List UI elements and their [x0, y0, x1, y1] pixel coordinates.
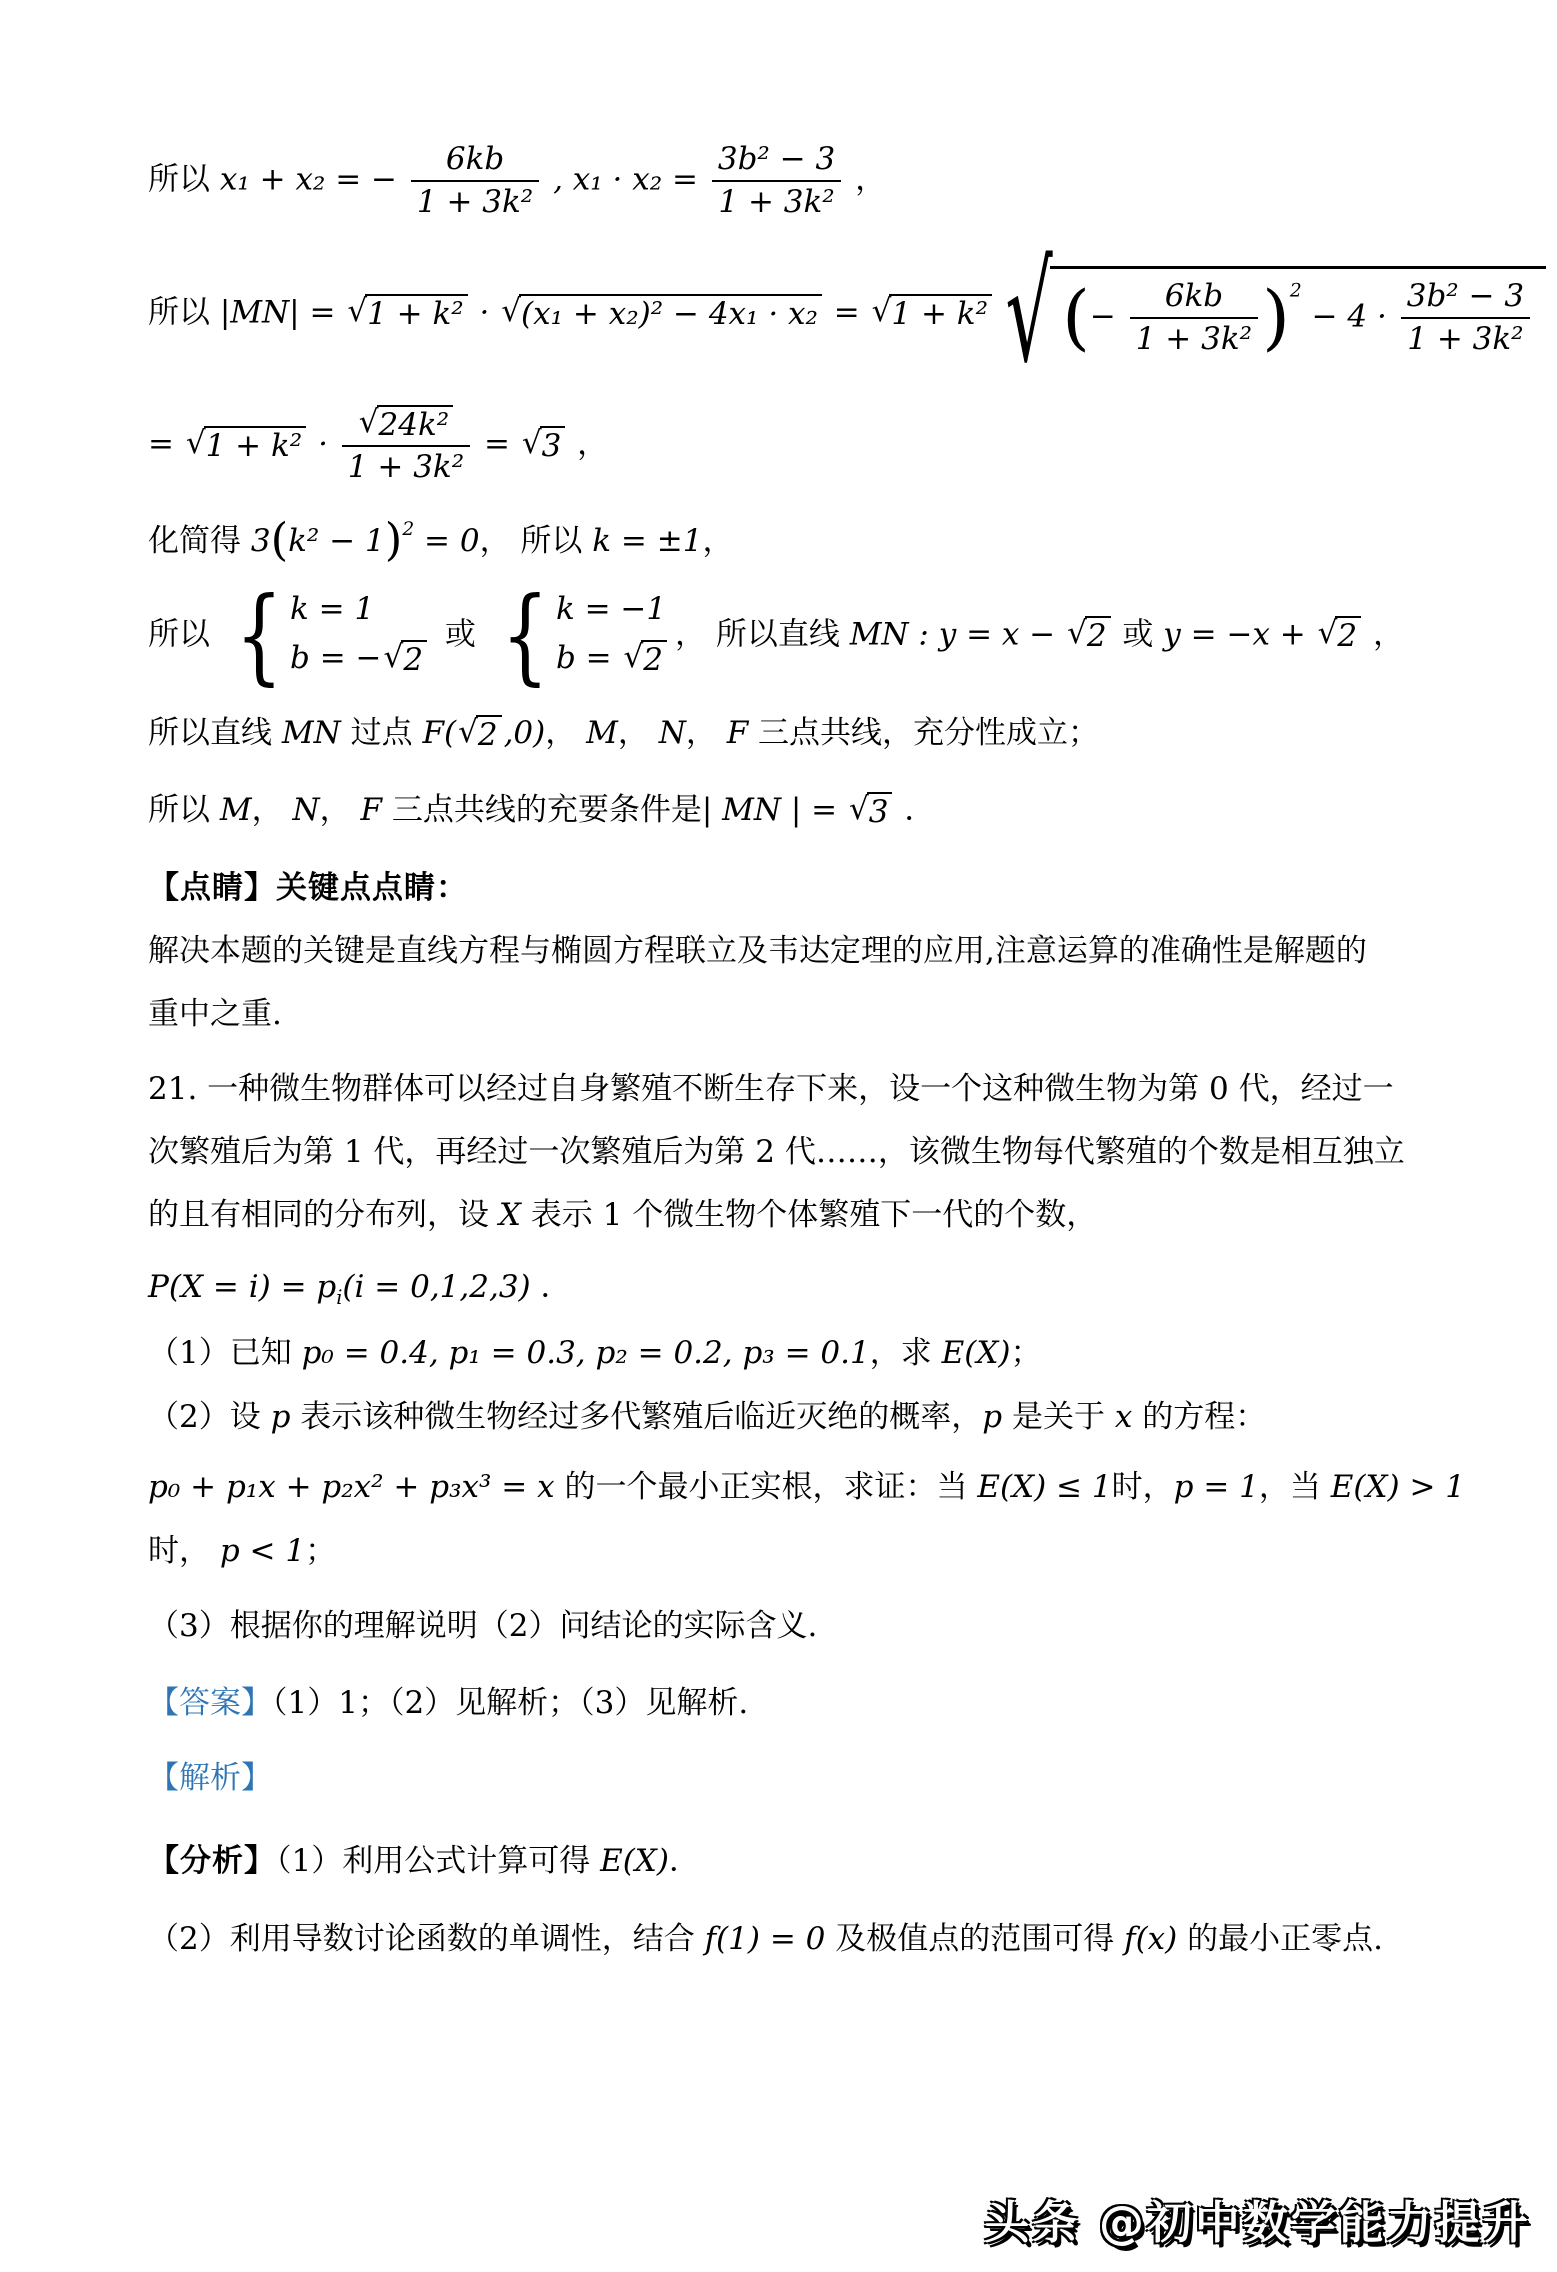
fraction-denominator: 1 + 3k² [1407, 321, 1524, 358]
math-run: k = ±1 [592, 522, 703, 559]
math-run: MN [281, 715, 341, 752]
fraction-denominator: 1 + 3k² [718, 183, 835, 220]
radicand: 2 [1335, 616, 1361, 655]
radicand: 2 [1085, 616, 1111, 655]
part-3-line [148, 1595, 1458, 1658]
watermark: 头条 @初中数学能力提升 [984, 2196, 1531, 2249]
fraction-denominator: 1 + 3k² [416, 183, 534, 220]
text-run: 三点共线，充分性成立； [748, 715, 1100, 752]
answer-line [148, 1672, 1458, 1735]
math-run: E(X) [941, 1335, 1011, 1372]
square-root [384, 640, 428, 679]
analysis-tag: 【分析】 [148, 1843, 276, 1880]
math-run: x [1114, 1399, 1133, 1436]
text-run: ， 所以 [479, 522, 593, 559]
math-run: ,0) [503, 715, 546, 752]
cases-group [226, 590, 429, 682]
radicand: 2 [641, 640, 667, 679]
text-run: 的方程： [1132, 1399, 1267, 1436]
problem-21-line-1 [148, 1058, 1458, 1121]
square-root [347, 294, 467, 333]
case-row [290, 640, 429, 679]
superscript: 2 [402, 518, 415, 540]
document-page [148, 140, 1525, 1958]
text-run: （1）利用公式计算可得 [276, 1843, 601, 1880]
cases-rows [290, 591, 429, 679]
math-run: (i = 0,1,2,3) [342, 1269, 531, 1306]
formula-line-1 [148, 140, 1458, 222]
answer-tag: 【答案】 [148, 1685, 272, 1722]
fraction [712, 140, 841, 222]
text-run: 的一个最小正实根，求证：当 [554, 1469, 978, 1506]
math-run: = [823, 294, 870, 331]
text-run: 化简得 [148, 522, 251, 559]
problem-number: 21. [148, 1071, 198, 1108]
text-run: 所以 [148, 161, 220, 198]
part-2-line-1 [148, 1386, 1458, 1449]
math-run: · [308, 425, 338, 462]
text-run: （2）设 [148, 1399, 271, 1436]
square-root [623, 640, 667, 679]
text-run: ． [668, 1843, 700, 1880]
text-run: 及极值点的范围可得 [825, 1921, 1125, 1958]
math-run: = [474, 425, 520, 462]
dianjing-tag: 【点睛】 [148, 870, 276, 907]
fraction [411, 140, 539, 222]
math-run: P(X = i) = p [148, 1269, 337, 1306]
analysis-line-2 [148, 1913, 1458, 1958]
left-paren: ( [1062, 276, 1090, 360]
text-run: 一种微生物群体可以经过自身繁殖不断生存下来，设一个这种微生物为第 0 代，经过一 [197, 1071, 1394, 1108]
explanation-line [148, 1747, 1458, 1810]
text-run: ， [617, 715, 659, 752]
analysis-line [148, 1830, 1458, 1893]
text-run: 或 [1112, 615, 1164, 652]
math-run: p [270, 1399, 291, 1436]
math-run: = [148, 425, 184, 462]
text-run: 过点 [340, 715, 423, 752]
text-run: 的且有相同的分布列，设 [148, 1197, 499, 1234]
text-run: 关键点点睛： [276, 870, 468, 907]
radicand: (x₁ + x₂)² − 4x₁ · x₂ [519, 294, 822, 333]
text-line-7 [148, 784, 1458, 831]
fraction-numerator: 6kb [411, 140, 539, 182]
radical-sign-icon [1005, 250, 1052, 378]
text-run: 的最小正零点. [1177, 1921, 1383, 1958]
math-run: − [1089, 298, 1126, 335]
math-run: M [219, 792, 252, 829]
math-run: N [658, 715, 686, 752]
text-run: 所以 [148, 792, 220, 829]
text-run: 解决本题的关键是直线方程与椭圆方程联立及韦达定理的应用,注意运算的准确性是解题的 [148, 933, 1367, 970]
math-run: b = [555, 640, 622, 677]
case-row: k = −1 [555, 591, 667, 628]
square-root [1067, 616, 1111, 655]
math-run: MN : y = x − [849, 615, 1066, 652]
explanation-tag: 【解析】 [148, 1760, 272, 1797]
math-run: | MN | = [701, 792, 847, 829]
math-run: F( [422, 715, 457, 752]
text-run: （1）1；（2）见解析；（3）见解析. [272, 1685, 749, 1722]
text-run: 表示 1 个微生物个体繁殖下一代的个数， [520, 1197, 1098, 1234]
math-run: |MN| = [219, 294, 346, 331]
math-run: M [586, 715, 618, 752]
math-run: , x₁ · x₂ = [543, 161, 708, 198]
big-radicand [1050, 266, 1546, 361]
fraction [342, 404, 470, 487]
text-run: 所以 [148, 294, 220, 331]
formula-line-3 [148, 404, 1458, 487]
math-run: F [360, 792, 382, 829]
text-run: ， [685, 715, 727, 752]
paragraph-line [148, 920, 1458, 983]
text-run: ， [845, 161, 887, 198]
math-run: p₀ + p₁x + p₂x² + p₃x³ = x [148, 1469, 555, 1506]
text-run: ， [251, 792, 293, 829]
radicand: 1 + k² [889, 294, 992, 333]
math-run: p < 1 [219, 1533, 306, 1570]
fraction-numerator: 3b² − 3 [712, 140, 841, 182]
math-run: y = −x + [1163, 615, 1316, 652]
problem-21-line-2 [148, 1121, 1458, 1184]
fraction-denominator: 1 + 3k² [347, 448, 465, 485]
fraction-numerator: 6kb [1130, 277, 1258, 319]
math-run: p [982, 1399, 1003, 1436]
radicand: 2 [476, 715, 502, 754]
paragraph-line [148, 983, 1458, 1046]
math-run: f(1) = 0 [704, 1921, 826, 1958]
formula-line-4 [148, 513, 1458, 566]
math-run: 3 [250, 522, 271, 559]
formula-line-2 [148, 250, 1525, 378]
text-run: 三点共线的充要条件是 [381, 792, 702, 829]
cases-rows [556, 591, 669, 679]
square-root [522, 426, 566, 465]
text-run: 重中之重. [148, 996, 282, 1033]
square-root [458, 715, 502, 754]
square-root [849, 792, 893, 831]
square-root [186, 426, 306, 465]
part-1-line [148, 1327, 1458, 1372]
text-run: （1）已知 [148, 1335, 302, 1372]
math-run: − 4 · [1301, 298, 1397, 335]
text-run: ，求 [869, 1335, 942, 1372]
text-run: ， [567, 425, 609, 462]
text-run: （3）根据你的理解说明（2）问结论的实际含义. [148, 1608, 818, 1645]
superscript: 2 [1289, 280, 1302, 302]
text-run: 所以直线 [148, 715, 282, 752]
math-run: f(x) [1124, 1921, 1178, 1958]
math-run: E(X) ≤ 1 [977, 1469, 1112, 1506]
cases-group [492, 590, 669, 682]
fraction [1401, 277, 1530, 359]
square-root [359, 405, 453, 444]
text-run: 次繁殖后为第 1 代，再经过一次繁殖后为第 2 代……，该微生物每代繁殖的个数是相互独立 [148, 1134, 1405, 1171]
text-run: 是关于 [1002, 1399, 1115, 1436]
left-paren: ( [270, 512, 289, 566]
formula-line-14 [148, 1261, 1458, 1309]
text-run: 时， [1111, 1469, 1174, 1506]
radicand: 2 [401, 640, 427, 679]
text-run: ， [319, 792, 361, 829]
math-run: X [498, 1197, 521, 1234]
radicand: 1 + k² [204, 426, 307, 465]
text-line-6 [148, 707, 1458, 754]
fraction-denominator: 1 + 3k² [1135, 321, 1253, 358]
left-brace-icon [501, 590, 549, 682]
square-root [872, 294, 992, 333]
problem-21-line-3 [148, 1184, 1458, 1247]
text-run: ； [305, 1533, 337, 1570]
case-row: k = 1 [290, 591, 375, 628]
square-root [501, 294, 822, 333]
radicand: 3 [540, 426, 566, 465]
math-run: F [726, 715, 749, 752]
text-run: 表示该种微生物经过多代繁殖后临近灭绝的概率， [290, 1399, 983, 1436]
text-run: ， [545, 715, 587, 752]
dianjing-line [148, 857, 1458, 920]
fraction-numerator [342, 404, 470, 447]
math-run: p₀ = 0.4, p₁ = 0.3, p₂ = 0.2, p₃ = 0.1 [301, 1335, 870, 1372]
text-run: ． [530, 1269, 572, 1306]
math-run: = 0 [414, 522, 480, 559]
math-run: p = 1 [1173, 1469, 1259, 1506]
formula-line-5 [148, 590, 1458, 682]
text-run: ． [894, 792, 936, 829]
math-run: N [292, 792, 320, 829]
left-brace-icon [235, 590, 283, 682]
radicand: 1 + k² [365, 294, 468, 333]
math-run: b = − [290, 640, 382, 677]
big-square-root [996, 250, 1546, 378]
subscript: i [336, 1286, 343, 1310]
part-2-line-2 [148, 1461, 1466, 1506]
fraction-numerator: 3b² − 3 [1401, 277, 1530, 319]
part-2-line-3 [148, 1520, 1458, 1583]
text-run: 所以 [148, 615, 220, 652]
radicand: 3 [867, 792, 893, 831]
radicand: 24k² [377, 405, 454, 444]
text-run: 或 [435, 615, 486, 652]
text-run: ； [1010, 1335, 1042, 1372]
text-run: ， 所以直线 [674, 615, 850, 652]
fraction [1130, 277, 1258, 359]
text-run: ， [702, 522, 734, 559]
right-paren: ) [384, 512, 403, 566]
square-root [1318, 616, 1362, 655]
case-row [556, 640, 669, 679]
text-run: ，当 [1258, 1469, 1331, 1506]
right-paren: ) [1262, 276, 1290, 360]
math-run: E(X) > 1 [1330, 1469, 1466, 1506]
math-run: · [469, 294, 500, 331]
text-run: （2）利用导数讨论函数的单调性，结合 [148, 1921, 705, 1958]
math-run: k² − 1 [288, 522, 385, 559]
math-run: E(X) [600, 1843, 669, 1880]
text-run: 时， [148, 1533, 220, 1570]
text-run: ， [1363, 615, 1404, 652]
math-run: x₁ + x₂ = − [219, 161, 407, 198]
